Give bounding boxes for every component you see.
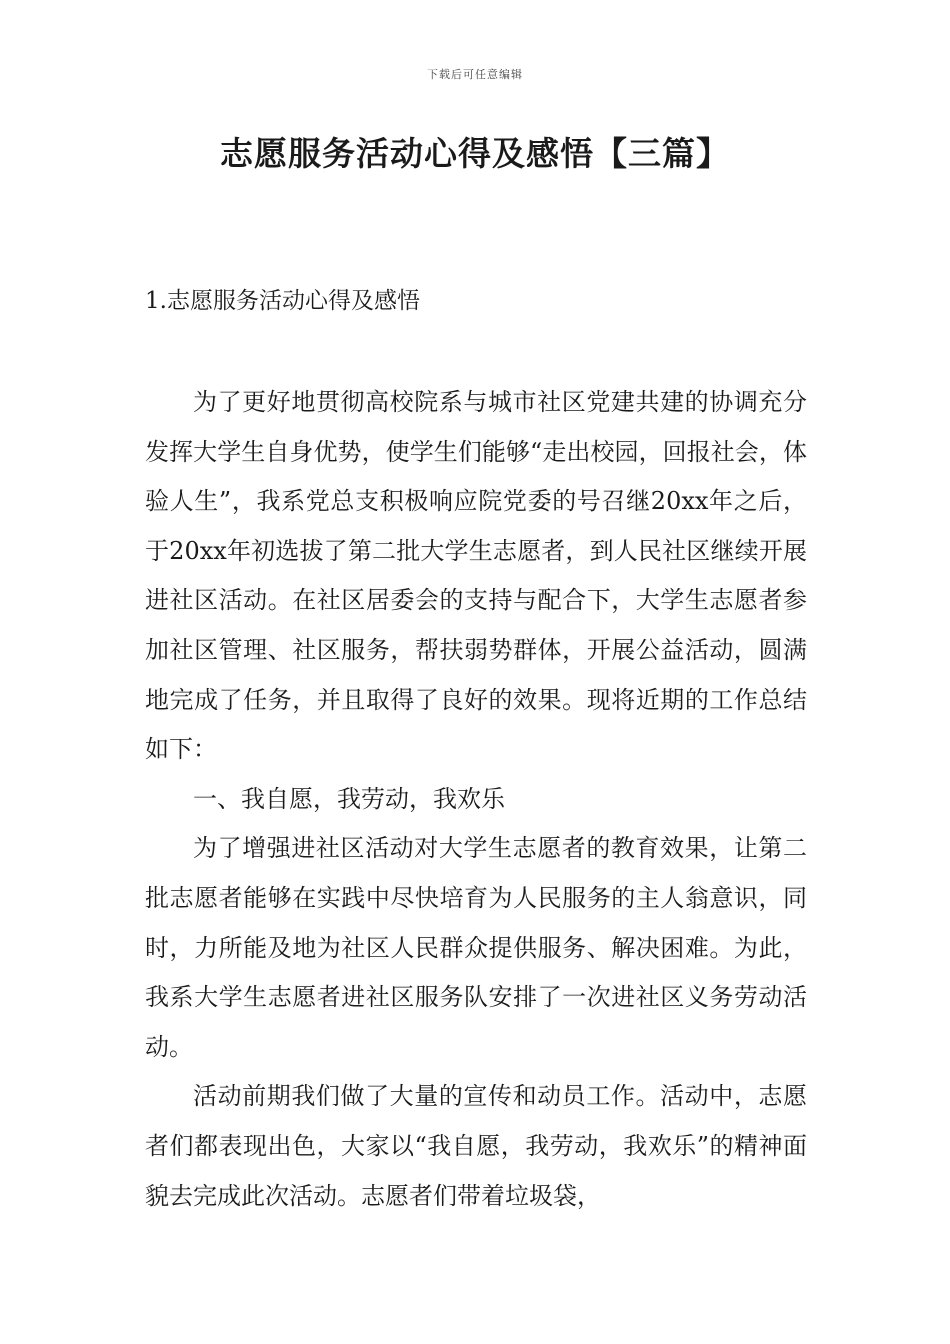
document-title: 志愿服务活动心得及感悟【三篇】	[220, 134, 730, 173]
paragraph-activity: 活动前期我们做了大量的宣传和动员工作。活动中，志愿者们都表现出色，大家以“我自愿，我劳动，我欢乐”的精神面貌去完成此次活动。志愿者们带着垃圾袋，	[145, 1082, 807, 1210]
section-heading: 1.志愿服务活动心得及感悟	[145, 288, 420, 314]
paragraph-subheading: 一、我自愿，我劳动，我欢乐	[193, 784, 505, 813]
paragraph-education: 为了增强进社区活动对大学生志愿者的教育效果，让第二批志愿者能够在实践中尽快培育为人民服务的主人翁意识，同时，力所能及地为社区人民群众提供服务、解决困难。为此，我系大学生志愿者进社区服务队安排了一次进社区义务劳动活动。	[145, 834, 807, 1061]
paragraph-intro: 为了更好地贯彻高校院系与城市社区党建共建的协调充分发挥大学生自身优势，使学生们能够“走出校园，回报社会，体验人生”，我系党总支积极响应院党委的号召继20xx年之后，于20xx年初选拔了第二批大学生志愿者，到人民社区继续开展进社区活动。在社区居委会的支持与配合下，大学生志愿者参加社区管理、社区服务，帮扶弱势群体，开展公益活动，圆满地完成了任务，并且取得了良好的效果。现将近期的工作总结如下：	[145, 388, 807, 764]
header-note: 下载后可任意编辑	[427, 68, 523, 81]
body-text	[145, 378, 807, 1221]
